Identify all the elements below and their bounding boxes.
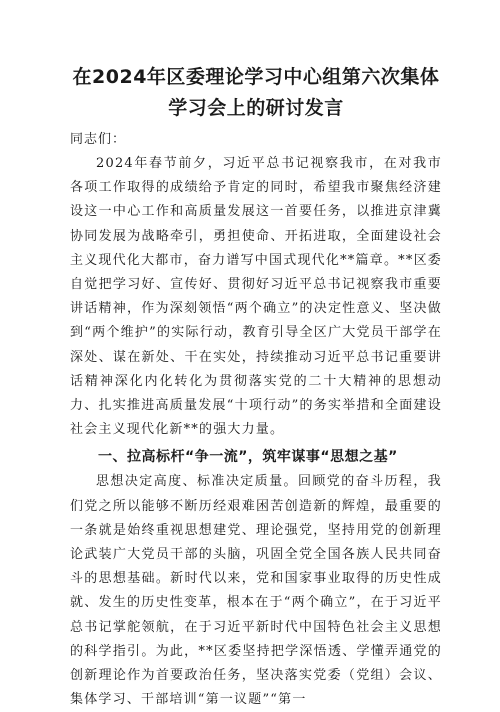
section-heading-1: 一、拉高标杆“争一流”，筑牢谋事“思想之基”	[98, 449, 398, 466]
paragraph-intro: 2024年春节前夕，习近平总书记视察我市，在对我市各项工作取得的成绩给予肯定的同时，希望我市聚焦经济建设这一中心工作和高质量发展这一首要任务，以推进京津冀协同发展为战略牵引，勇担使命、开拓进取，全面建设社会主义现代化大都市，奋力谱写中国式现代化**篇章。**区委自觉把学习好、宣传好、贯彻好习近平总书记视察我市重要讲话精神，作为深刻领悟“两个确立”的决定性意义、坚决做到“两个维护”的实际行动，教育引导全区广大党员干部学在深处、谋在新处、干在实处，持续推动习近平总书记重要讲话精神深化内化转化为贯彻落实党的二十大精神的思想动力、扎实推进高质量发展“十项行动”的务实举措和全面建设社会主义现代化新**的强大力量。	[70, 156, 442, 438]
paragraph-section-1: 思想决定高度、标准决定质量。回顾党的奋斗历程，我们党之所以能够不断历经艰难困苦创造新的辉煌，最重要的一条就是始终重视思想建党、理论强党，坚持用党的创新理论武装广大党员干部的头脑，巩固全党全国各族人民共同奋斗的思想基础。新时代以来，党和国家事业取得的历史性成就、发生的历史性变革，根本在于“两个确立”，在于习近平总书记掌舵领航，在于习近平新时代中国特色社会主义思想的科学指引。为此，**区委坚持把学深悟透、学懂弄通党的创新理论作为首要政治任务，坚决落实党委（党组）会议、集体学习、干部培训“第一议题”“第一	[70, 474, 442, 708]
title-line-2: 学习会上的研讨发言	[168, 97, 344, 119]
document-title	[70, 62, 442, 124]
title-line-1: 在2024年区委理论学习中心组第六次集体	[72, 66, 440, 88]
salutation: 同志们：	[70, 132, 127, 147]
